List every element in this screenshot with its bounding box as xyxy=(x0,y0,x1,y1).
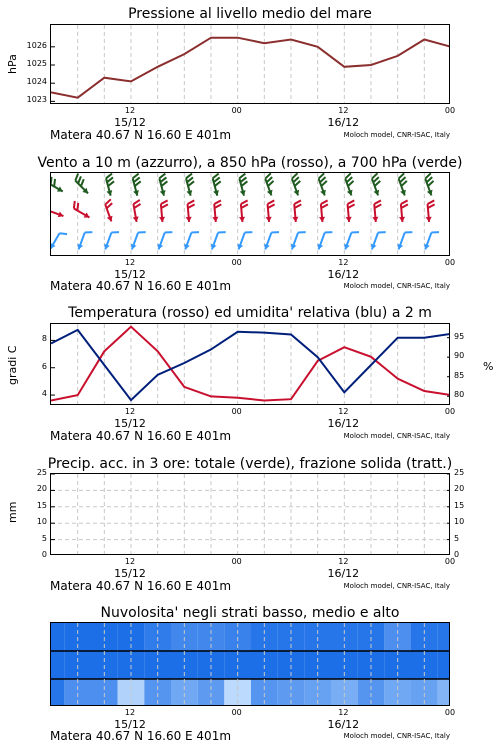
x-tick-label: 00 xyxy=(231,557,242,566)
wind-barb-850-hPa xyxy=(372,200,381,222)
station-info-4: Matera 40.67 N 16.60 E 401m xyxy=(50,579,232,593)
x-tick-label: 12 xyxy=(338,708,349,717)
x-tick-label: 00 xyxy=(444,708,456,717)
wind-barb-850-hPa xyxy=(266,200,275,222)
pressure-title: Pressione al livello medio del mare xyxy=(128,6,372,22)
wind-barb-700-hPa xyxy=(186,174,194,196)
x-tick-label: 00 xyxy=(444,258,456,267)
wind-barb-700-hPa xyxy=(399,173,407,195)
wind-barb-10-m xyxy=(184,232,199,249)
x-tick-label: 00 xyxy=(231,258,242,267)
station-info-1: Matera 40.67 N 16.60 E 401m xyxy=(50,128,232,142)
wind-barb-10-m xyxy=(424,232,439,249)
model-credit-1: Moloch model, CNR-ISAC, Italy xyxy=(343,131,450,139)
wind-barb-850-hPa xyxy=(74,201,90,218)
temp-chart xyxy=(51,324,450,405)
wind-barb-10-m xyxy=(211,232,226,249)
precip-title: Precip. acc. in 3 ore: totale (verde), frazione solida (tratt.) xyxy=(47,456,453,472)
station-info-3: Matera 40.67 N 16.60 E 401m xyxy=(50,429,232,443)
temp-y-tick-label: 4 xyxy=(41,389,47,399)
wind-barb-700-hPa xyxy=(292,173,300,195)
cloud-cell-medio xyxy=(51,651,64,679)
cloud-cell-alto xyxy=(51,623,64,651)
x-tick-label: 00 xyxy=(231,106,242,115)
x-tick-label: 12 xyxy=(338,258,349,267)
wind-barb-850-hPa xyxy=(186,200,195,222)
precip-y-tick-label-right: 15 xyxy=(454,500,465,510)
pressure-y-tick-label: 1024 xyxy=(26,77,47,87)
temp-y-tick-label: 8 xyxy=(41,334,47,344)
x-tick-label: 12 xyxy=(338,407,349,416)
temp-title: Temperatura (rosso) ed umidita' relativa (blu) a 2 m xyxy=(68,305,432,321)
temperature-line xyxy=(51,327,450,401)
pressure-line xyxy=(51,38,450,98)
x-date-label: 15/12 xyxy=(114,268,146,281)
x-tick-label: 00 xyxy=(444,106,456,115)
wind-barb-850-hPa xyxy=(159,200,168,222)
wind-title: Vento a 10 m (azzurro), a 850 hPa (rosso), a 700 hPa (verde) xyxy=(37,155,463,171)
x-date-label: 16/12 xyxy=(327,718,360,731)
cloud-cell-medio xyxy=(438,651,450,679)
wind-barb-10-m xyxy=(291,232,306,249)
precip-y-tick-label-right: 5 xyxy=(454,533,460,543)
wind-barb-700-hPa xyxy=(345,173,353,195)
x-date-label: 16/12 xyxy=(327,116,360,129)
humidity-ylabel: % xyxy=(483,360,494,373)
x-tick-label: 00 xyxy=(444,407,456,416)
precip-ylabel: mm xyxy=(6,501,19,523)
precip-y-tick-label: 25 xyxy=(36,468,47,477)
wind-barb-700-hPa xyxy=(213,174,221,196)
wind-barb-700-hPa xyxy=(239,174,247,196)
humidity-y-tick-label: 95 xyxy=(454,331,465,341)
wind-barb-700-hPa xyxy=(159,174,167,196)
temp-ylabel: gradi C xyxy=(6,345,19,385)
wind-barb-10-m xyxy=(157,232,172,249)
cloud-chart xyxy=(51,623,450,706)
x-tick-label: 12 xyxy=(124,258,136,267)
wind-barb-850-hPa xyxy=(426,200,435,222)
pressure-plot xyxy=(50,24,450,104)
cloud-title: Nuvolosita' negli strati basso, medio e alto xyxy=(100,605,400,621)
wind-chart xyxy=(51,173,450,256)
wind-barb-10-m xyxy=(371,232,386,249)
model-credit-5: Moloch model, CNR-ISAC, Italy xyxy=(343,732,450,740)
wind-barb-850-hPa xyxy=(133,200,141,222)
precip-plot xyxy=(50,473,450,555)
x-date-label: 15/12 xyxy=(114,116,146,129)
wind-barb-700-hPa xyxy=(50,175,63,192)
wind-barb-700-hPa xyxy=(265,173,273,195)
wind-barb-700-hPa xyxy=(425,173,433,195)
precip-y-tick-label-right: 0 xyxy=(454,550,460,559)
x-tick-label: 00 xyxy=(231,407,242,416)
precip-y-tick-label-right: 25 xyxy=(454,468,465,477)
wind-barb-850-hPa xyxy=(50,202,63,217)
x-date-label: 16/12 xyxy=(327,417,360,430)
cloud-plot xyxy=(50,622,450,706)
precip-chart xyxy=(51,474,450,555)
wind-barb-700-hPa xyxy=(106,174,114,196)
wind-barb-10-m xyxy=(50,233,67,249)
wind-barb-10-m xyxy=(77,232,92,249)
cloud-cell-basso xyxy=(51,679,64,706)
wind-barb-850-hPa xyxy=(105,199,112,221)
precip-y-tick-label: 15 xyxy=(36,500,47,510)
precip-y-tick-label: 0 xyxy=(41,550,47,559)
wind-barb-850-hPa xyxy=(399,200,408,222)
model-credit-2: Moloch model, CNR-ISAC, Italy xyxy=(343,282,450,290)
pressure-ylabel: hPa xyxy=(6,54,19,74)
cloud-cell-alto xyxy=(438,623,450,651)
model-credit-3: Moloch model, CNR-ISAC, Italy xyxy=(343,432,450,440)
wind-barb-850-hPa xyxy=(319,200,328,222)
wind-barb-850-hPa xyxy=(346,200,355,222)
cloud-cell-basso xyxy=(438,679,450,706)
humidity-y-tick-label: 85 xyxy=(454,370,465,380)
pressure-y-tick-label: 1026 xyxy=(26,40,47,50)
precip-y-tick-label-right: 20 xyxy=(454,484,465,494)
x-date-label: 15/12 xyxy=(114,417,146,430)
wind-barb-10-m xyxy=(237,232,252,249)
precip-y-tick-label-right: 10 xyxy=(454,517,465,527)
x-tick-label: 12 xyxy=(338,106,349,115)
precip-y-tick-label: 10 xyxy=(36,517,47,527)
wind-barb-700-hPa xyxy=(133,174,141,196)
precip-y-tick-label: 20 xyxy=(36,484,47,494)
precip-y-tick-label: 5 xyxy=(41,533,47,543)
x-date-label: 15/12 xyxy=(114,718,146,731)
wind-barb-850-hPa xyxy=(239,200,248,222)
wind-barb-10-m xyxy=(397,232,412,249)
x-tick-label: 12 xyxy=(124,407,136,416)
pressure-y-tick-label: 1025 xyxy=(26,59,47,68)
x-tick-label: 12 xyxy=(124,106,136,115)
wind-barb-10-m xyxy=(104,232,119,249)
x-tick-label: 12 xyxy=(124,708,136,717)
pressure-chart xyxy=(51,25,450,104)
humidity-y-tick-label: 90 xyxy=(454,351,465,361)
wind-barb-10-m xyxy=(317,232,332,249)
x-date-label: 16/12 xyxy=(327,567,360,580)
pressure-y-tick-label: 1023 xyxy=(26,95,47,105)
humidity-line xyxy=(51,330,450,400)
model-credit-4: Moloch model, CNR-ISAC, Italy xyxy=(343,582,450,590)
wind-barb-700-hPa xyxy=(372,173,380,195)
x-tick-label: 00 xyxy=(444,557,456,566)
station-info-5: Matera 40.67 N 16.60 E 401m xyxy=(50,729,232,743)
wind-barb-10-m xyxy=(264,232,279,249)
temp-y-tick-label: 6 xyxy=(41,361,47,371)
wind-barb-850-hPa xyxy=(212,200,221,222)
wind-barb-10-m xyxy=(344,232,359,249)
wind-barb-700-hPa xyxy=(319,173,327,195)
x-tick-label: 00 xyxy=(231,708,242,717)
x-date-label: 16/12 xyxy=(327,268,360,281)
wind-plot xyxy=(50,172,450,256)
temp-plot xyxy=(50,323,450,405)
humidity-y-tick-label: 80 xyxy=(454,390,465,400)
x-date-label: 15/12 xyxy=(114,567,146,580)
x-tick-label: 12 xyxy=(338,557,349,566)
station-info-2: Matera 40.67 N 16.60 E 401m xyxy=(50,279,232,293)
wind-barb-10-m xyxy=(131,232,146,249)
wind-barb-850-hPa xyxy=(292,200,301,222)
x-tick-label: 12 xyxy=(124,557,136,566)
